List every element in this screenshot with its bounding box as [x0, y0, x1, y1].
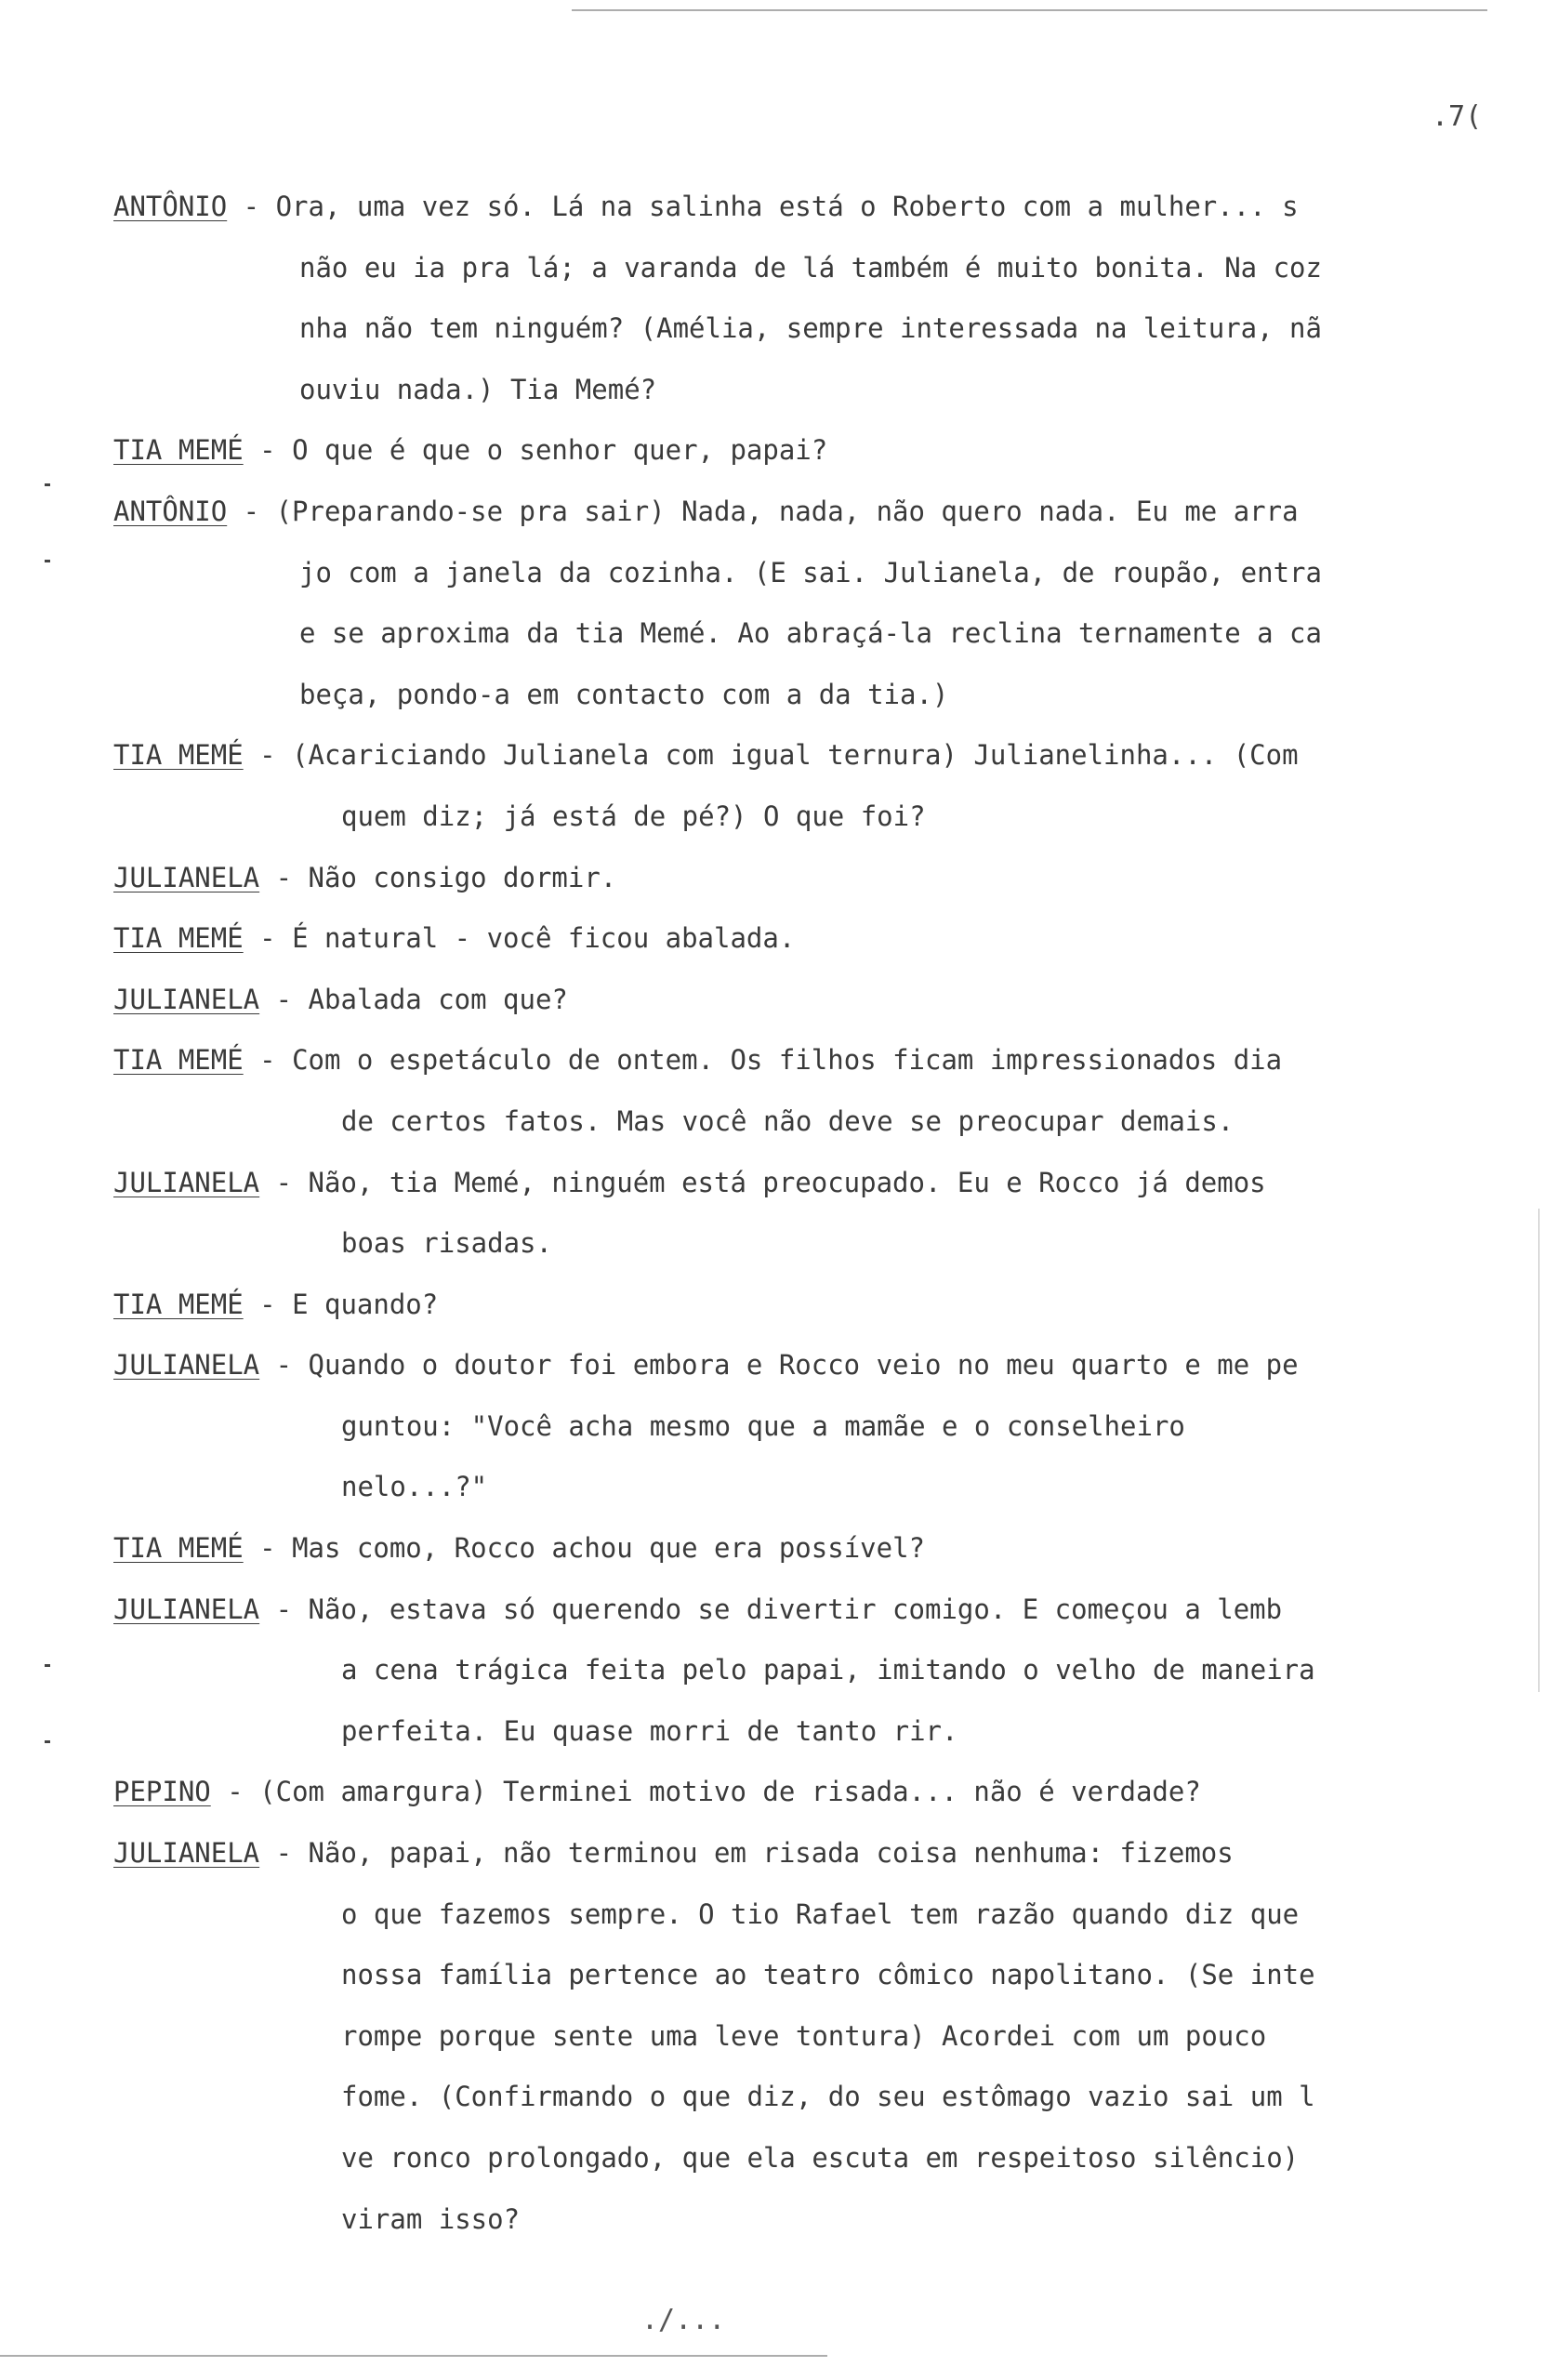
continuation-line: viram isso?	[341, 2202, 521, 2235]
speaker-name: TIA MEMÉ	[113, 1288, 244, 1320]
continuation-line: quem diz; já está de pé?) O que foi?	[341, 800, 926, 832]
dialogue-text: - (Preparando-se pra sair) Nada, nada, não quero nada. Eu me arra	[227, 495, 1299, 527]
dialogue-line	[113, 908, 1480, 970]
continuation-line: ve ronco prolongado, que ela escuta em respeitoso silêncio)	[341, 2142, 1300, 2174]
speaker-name: JULIANELA	[113, 861, 260, 893]
dialogue-text: - (Com amargura) Terminei motivo de risada... não é verdade?	[210, 1776, 1201, 1808]
speaker-name: TIA MEMÉ	[113, 922, 244, 955]
dialogue-text: - Não, estava só querendo se divertir comigo. E começou a lemb	[259, 1593, 1283, 1625]
top-scan-rule	[572, 9, 1487, 11]
speaker-name: JULIANELA	[113, 983, 260, 1015]
dialogue-line	[113, 1153, 1480, 1214]
continuation-line: jo com a janela da cozinha. (E sai. Julianela, de roupão, entra	[299, 556, 1322, 588]
dialogue-line	[113, 1030, 1480, 1091]
continuation-line: de certos fatos. Mas você não deve se preocupar demais.	[341, 1104, 1235, 1137]
continuation-line: guntou: "Você acha mesmo que a mamãe e o conselheiro	[341, 1409, 1185, 1442]
dialogue-line	[113, 482, 1480, 543]
margin-mark	[45, 1664, 50, 1667]
continuation-line: a cena trágica feita pelo papai, imitando o velho de maneira	[341, 1654, 1315, 1686]
continuation-line: nossa família pertence ao teatro cômico napolitano. (Se inte	[341, 1959, 1315, 1991]
speaker-name: TIA MEMÉ	[113, 739, 244, 772]
speaker-name: JULIANELA	[113, 1166, 260, 1198]
dialogue-line	[113, 1335, 1480, 1396]
continuation-line: ouviu nada.) Tia Memé?	[299, 373, 657, 405]
continuation-line: nelo...?"	[341, 1471, 488, 1503]
dialogue-line	[113, 1518, 1480, 1580]
speaker-name: TIA MEMÉ	[113, 434, 244, 467]
dialogue-line	[113, 1580, 1480, 1641]
speaker-name: ANTÔNIO	[113, 191, 228, 222]
dialogue-line	[113, 1823, 1480, 1884]
margin-mark	[45, 560, 50, 562]
dialogue-text: - Abalada com que?	[259, 983, 568, 1015]
continuation-line: fome. (Confirmando o que diz, do seu estômago vazio sai um l	[341, 2081, 1315, 2113]
continuation-line: perfeita. Eu quase morri de tanto rir.	[341, 1714, 958, 1747]
dialogue-text: - É natural - você ficou abalada.	[243, 922, 796, 955]
continuation-line: e se aproxima da tia Memé. Ao abraçá-la reclina ternamente a ca	[299, 617, 1322, 650]
dialogue-text: - Ora, uma vez só. Lá na salinha está o Roberto com a mulher... s	[227, 191, 1299, 222]
dialogue-line	[113, 1762, 1480, 1823]
dialogue-line	[113, 848, 1480, 909]
speaker-name: TIA MEMÉ	[113, 1044, 244, 1077]
continuation-line: nha não tem ninguém? (Amélia, sempre interessada na leitura, nã	[299, 312, 1322, 345]
dialogue-text: - Quando o doutor foi embora e Rocco veio no meu quarto e me pe	[259, 1349, 1299, 1382]
dialogue-line	[113, 420, 1480, 482]
dialogue-text: - E quando?	[243, 1288, 439, 1320]
dialogue-text: - Com o espetáculo de ontem. Os filhos ficam impressionados dia	[243, 1044, 1283, 1077]
continuation-line: rompe porque sente uma leve tontura) Acordei com um pouco	[341, 2019, 1267, 2052]
script-body	[113, 177, 1480, 2287]
margin-mark	[45, 483, 50, 486]
speaker-name: TIA MEMÉ	[113, 1532, 244, 1565]
dialogue-text: - Mas como, Rocco achou que era possível?	[243, 1532, 925, 1565]
speaker-name: JULIANELA	[113, 1593, 260, 1625]
dialogue-line	[113, 1275, 1480, 1336]
speaker-name: ANTÔNIO	[113, 495, 228, 527]
continuation-line: beça, pondo-a em contacto com a da tia.)	[299, 678, 949, 710]
dialogue-line	[113, 725, 1480, 787]
bottom-scan-rule	[0, 2355, 827, 2357]
dialogue-text: - Não, tia Memé, ninguém está preocupado. Eu e Rocco já demos	[259, 1166, 1266, 1198]
dialogue-text: - (Acariciando Julianela com igual ternura) Julianelinha... (Com	[243, 739, 1299, 772]
dialogue-text: - Não, papai, não terminou em risada coisa nenhuma: fizemos	[259, 1837, 1234, 1870]
page-number: .7(	[1432, 100, 1483, 133]
continuation-line: não eu ia pra lá; a varanda de lá também é muito bonita. Na coz	[299, 251, 1322, 284]
dialogue-text: - Não consigo dormir.	[259, 861, 617, 893]
dialogue-line	[113, 970, 1480, 1031]
continuation-line: boas risadas.	[341, 1227, 552, 1260]
margin-mark	[45, 1740, 50, 1743]
continuation-mark: ./...	[641, 2304, 726, 2336]
speaker-name: PEPINO	[113, 1776, 211, 1808]
right-scan-edge	[1538, 1209, 1539, 1692]
continuation-line: o que fazemos sempre. O tio Rafael tem razão quando diz que	[341, 1897, 1300, 1930]
speaker-name: JULIANELA	[113, 1349, 260, 1382]
dialogue-text: - O que é que o senhor quer, papai?	[243, 434, 828, 467]
speaker-name: JULIANELA	[113, 1837, 260, 1870]
dialogue-line	[113, 177, 1480, 238]
